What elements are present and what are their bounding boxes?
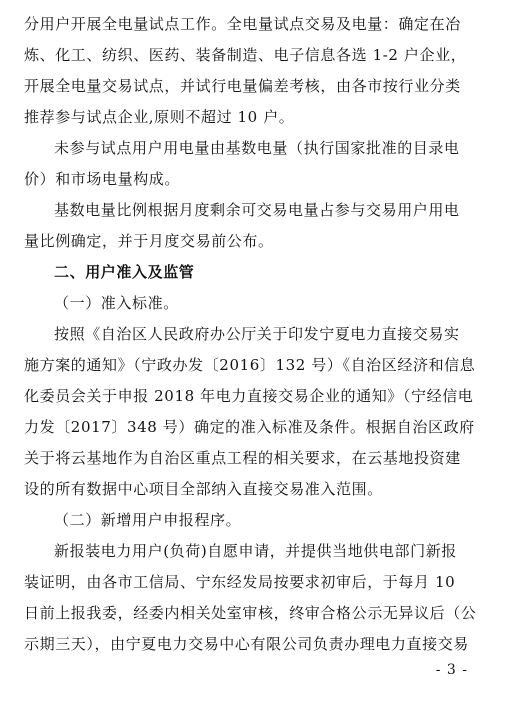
text-line: 价）和市场电量构成。 xyxy=(24,170,181,188)
text-line: 开展全电量交易试点，并试行电量偏差考核，由各市按行业分类 xyxy=(24,77,461,95)
page-number: - 3 - xyxy=(435,662,468,678)
text-line: 装证明，由各市工信局、宁东经发局按要求初审后，于每月 10 xyxy=(24,573,456,591)
section-heading: 二、用户准入及监管 xyxy=(54,263,195,281)
text-line: 推荐参与试点企业,原则不超过 10 户。 xyxy=(24,108,295,126)
text-line: 量比例确定，并于月度交易前公布。 xyxy=(24,232,274,250)
text-line: 关于将云基地作为自治区重点工程的相关要求，在云基地投资建 xyxy=(24,449,461,467)
text-line: 力发〔2017〕348 号）确定的准入标准及条件。根据自治区政府 xyxy=(24,418,475,436)
subsection-heading: （二）新增用户申报程序。 xyxy=(54,511,242,529)
text-line: 按照《自治区人民政府办公厅关于印发宁夏电力直接交易实 xyxy=(54,325,460,343)
text-line: 示期三天），由宁夏电力交易中心有限公司负责办理电力直接交易 xyxy=(24,635,469,653)
text-line: 日前上报我委，经委内相关处室审核，终审合格公示无异议后（公 xyxy=(24,604,477,622)
text-line: 施方案的通知》（宁政办发〔2016〕132 号）《自治区经济和信息 xyxy=(24,356,476,374)
text-line: 未参与试点用户用电量由基数电量（执行国家批准的目录电 xyxy=(54,139,460,157)
text-line: 设的所有数据中心项目全部纳入直接交易准入范围。 xyxy=(24,480,383,498)
text-line: 分用户开展全电量试点工作。全电量试点交易及电量：确定在冶 xyxy=(24,15,461,33)
subsection-heading: （一）准入标准。 xyxy=(54,294,179,312)
text-line: 化委员会关于申报 2018 年电力直接交易企业的通知》（宁经信电 xyxy=(24,387,474,405)
text-line: 基数电量比例根据月度剩余可交易电量占参与交易用户用电 xyxy=(54,201,460,219)
text-line: 炼、化工、纺织、医药、装备制造、电子信息各选 1-2 户企业， xyxy=(24,46,467,64)
text-line: 新报装电力用户(负荷)自愿申请，并提供当地供电部门新报 xyxy=(54,542,457,560)
